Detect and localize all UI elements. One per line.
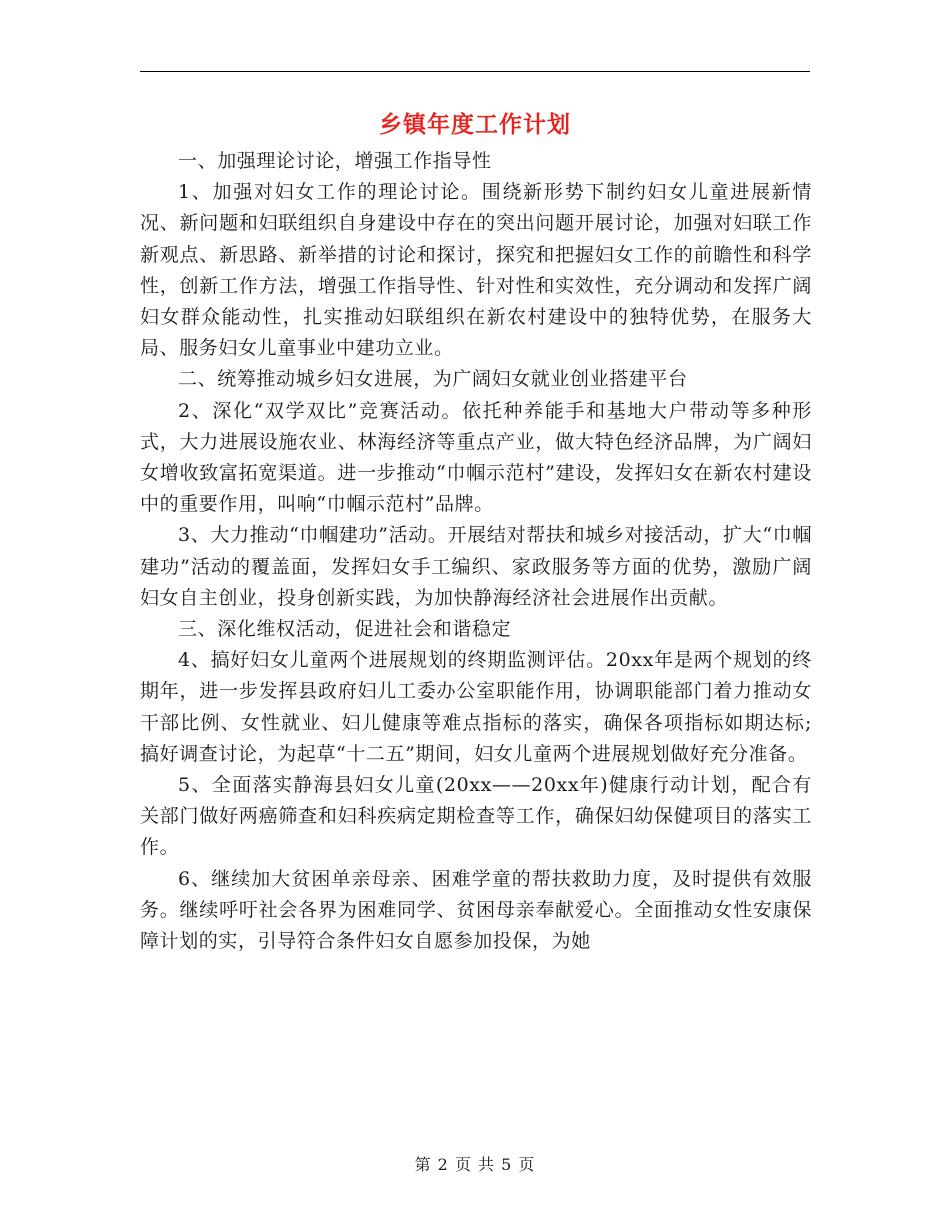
section-heading-1: 一、加强理论讨论，增强工作指导性 (178, 150, 492, 172)
paragraph-5: 5、全面落实静海县妇女儿童(20xx——20xx年)健康行动计划，配合有关部门做好两癌筛查和妇科疾病定期检查等工作，确保妇幼保健项目的落实工作。 (140, 774, 812, 859)
section-heading-2: 二、统筹推动城乡妇女进展，为广阔妇女就业创业搭建平台 (178, 368, 688, 391)
paragraph-3: 3、大力推动“巾帼建功”活动。开展结对帮扶和城乡对接活动，扩大“巾帼建功”活动的覆盖面，发挥妇女手工编织、家政服务等方面的优势，激励广阔妇女自主创业，投身创新实践，为加快静海经济社会进展作出贡献。 (140, 524, 812, 609)
document-title: 乡镇年度工作计划 (379, 111, 571, 138)
paragraph-4: 4、搞好妇女儿童两个进展规划的终期监测评估。20xx年是两个规划的终期年，进一步发挥县政府妇儿工委办公室职能作用，协调职能部门着力推动女干部比例、女性就业、妇儿健康等难点指标的落实，确保各项指标如期达标;搞好调查讨论，为起草“十二五”期间，妇女儿童两个进展规划做好充分准备。 (140, 649, 812, 765)
section-heading-3: 三、深化维权活动，促进社会和谐稳定 (178, 618, 512, 641)
page-number-footer: 第 2 页 共 5 页 (414, 1155, 536, 1174)
document-body (140, 146, 812, 957)
paragraph-6: 6、继续加大贫困单亲母亲、困难学童的帮扶救助力度，及时提供有效服务。继续呼吁社会各界为困难同学、贫困母亲奉献爱心。全面推动女性安康保障计划的实，引导符合条件妇女自愿参加投保，为她 (140, 867, 812, 953)
paragraph-2: 2、深化“双学双比”竞赛活动。依托种养能手和基地大户带动等多种形式，大力进展设施农业、林海经济等重点产业，做大特色经济品牌，为广阔妇女增收致富拓宽渠道。进一步推动“巾帼示范村”建设，发挥妇女在新农村建设中的重要作用，叫响“巾帼示范村”品牌。 (140, 399, 812, 516)
header-rule (140, 71, 810, 72)
paragraph-1: 1、加强对妇女工作的理论讨论。围绕新形势下制约妇女儿童进展新情况、新问题和妇联组织自身建设中存在的突出问题开展讨论，加强对妇联工作新观点、新思路、新举措的讨论和探讨，探究和把握妇女工作的前瞻性和科学性，创新工作方法，增强工作指导性、针对性和实效性，充分调动和发挥广阔妇女群众能动性，扎实推动妇联组织在新农村建设中的独特优势，在服务大局、服务妇女儿童事业中建功立业。 (140, 181, 812, 360)
